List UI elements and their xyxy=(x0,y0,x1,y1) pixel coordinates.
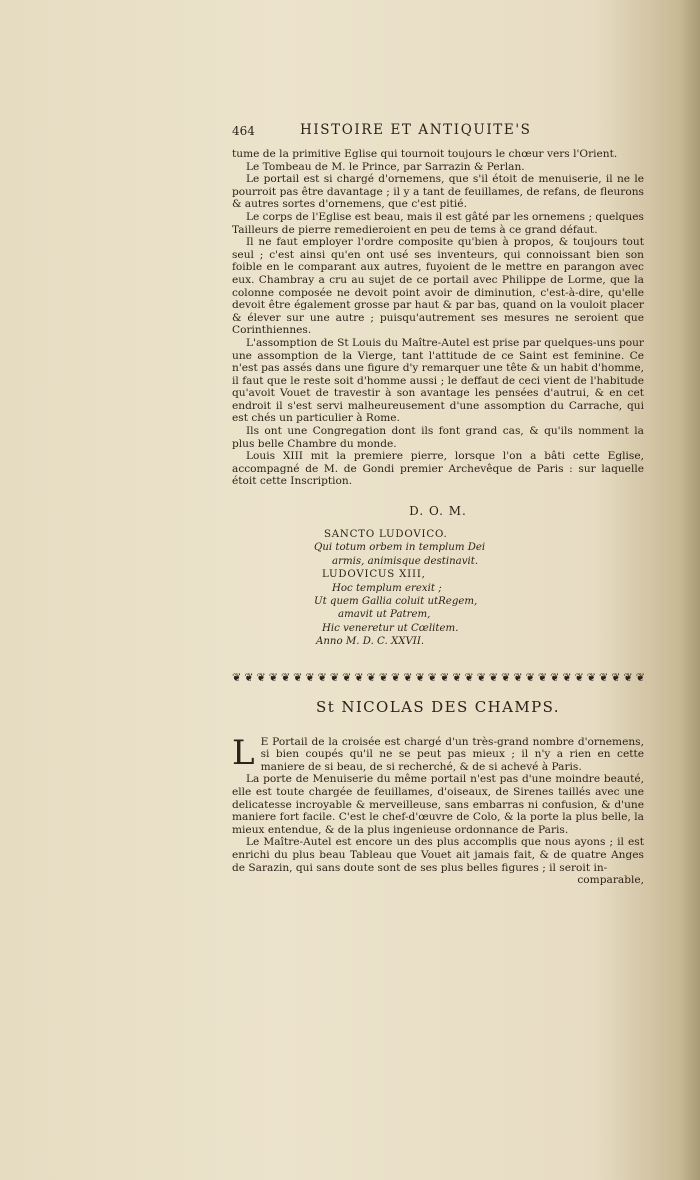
fleuron-ornament: ❦ xyxy=(293,670,302,684)
fleuron-ornament: ❦ xyxy=(403,670,412,684)
inscription-line: armis, animisque destinavit. xyxy=(332,555,479,567)
book-page xyxy=(232,120,644,887)
inscription xyxy=(314,528,644,649)
fleuron-ornament: ❦ xyxy=(342,670,351,684)
paragraph: tume de la primitive Eglise qui tournoit toujours le chœur vers l'Orient. xyxy=(232,148,618,160)
paragraph: E Portail de la croisée est chargé d'un très-grand nombre d'ornemens, si bien coupés qu'il ne se peut pas mieux ; il n'y a rien en cette maniere de si beau, de si recherché, & de si achevé à Paris. xyxy=(260,735,644,773)
fleuron-ornament: ❦ xyxy=(464,670,473,684)
section-body xyxy=(232,732,644,887)
section-title: St NICOLAS DES CHAMPS. xyxy=(316,697,560,716)
paragraph: L'assomption de St Louis du Maître-Autel est prise par quelques-uns pour une assomption de la Vierge, tant l'attitude de ce Saint est feminine. Ce n'est pas assés dans une figure d'y remarquer une tête & un habit d'homme, il faut que le reste soit d'homme aussi ; le deffaut de ceci vient de l'habitude qu'avoit Vouet de travestir à son avantage les pensées d'autrui, & en cet endroit il s'est servi malheureusement d'une assomption du Carrache, qui est chés un particulier à Rome. xyxy=(232,336,644,425)
paragraph: Louis XIII mit la premiere pierre, lorsque l'on a bâti cette Eglise, accompagné de M. de Gondi premier Archevêque de Paris : sur laquelle étoit cette Inscription. xyxy=(232,450,644,488)
fleuron-ornament: ❦ xyxy=(427,670,436,684)
fleuron-ornament: ❦ xyxy=(329,670,339,684)
fleuron-ornament: ❦ xyxy=(452,670,461,684)
paragraph: Le Tombeau de M. le Prince, par Sarrazin & Perlan. xyxy=(246,160,525,173)
fleuron-ornament: ❦ xyxy=(280,670,290,684)
fleuron-ornament: ❦ xyxy=(268,670,277,684)
fleuron-ornament: ❦ xyxy=(599,670,608,684)
body-text xyxy=(232,148,644,488)
fleuron-ornament: ❦ xyxy=(256,670,265,684)
fleuron-ornament: ❦ xyxy=(501,670,510,684)
fleuron-ornament: ❦ xyxy=(623,670,632,684)
paragraph: Le corps de l'Eglise est beau, mais il est gâté par les ornemens ; quelques Tailleurs de pierre remedieroient en peu de tems à ce grand défaut. xyxy=(232,210,644,236)
fleuron-ornament: ❦ xyxy=(635,670,644,684)
fleuron-ornament: ❦ xyxy=(378,670,388,684)
paragraph: Ils ont une Congregation dont ils font grand cas, & qu'ils nomment la plus belle Chambre du monde. xyxy=(232,425,644,450)
fleuron-ornament: ❦ xyxy=(586,670,596,684)
inscription-line: LUDOVICUS XIII, xyxy=(322,569,426,581)
catchword: comparable, xyxy=(577,874,644,887)
inscription-line: Hic veneretur ut Cœlitem. xyxy=(322,622,459,634)
fleuron-ornament: ❦ xyxy=(439,670,449,684)
running-head xyxy=(232,120,644,142)
paragraph: Le Maître-Autel est encore un des plus accomplis que nous ayons ; il est enrichi du plus beau Tableau que Vouet ait jamais fait, & de quatre Anges de Sarazin, qui sans doute sont de ses plus belles figures ; il seroit in- xyxy=(232,836,644,874)
paragraph: Il ne faut employer l'ordre composite qu'bien à propos, & toujours tout seul ; c'est ainsi qu'en ont usé ses inventeurs, qui connoissant bien son foible en le comparant aux autres, fuyoient de le mettre en parangon avec eux. Chambray a cru au sujet de ce portail avec Philippe de Lorme, que la colonne composée ne devoit point avoir de diminution, c'est-à-dire, qu'elle devoit être également grosse par haut & par bas, quand on la vouloit placer & élever sur une autre ; puisqu'autrement ses mesures ne seroient que Corinthiennes. xyxy=(232,236,644,337)
inscription-line: SANCTO LUDOVICO. xyxy=(324,529,448,541)
paragraph: Le portail est si chargé d'ornemens, que s'il étoit de menuiserie, il ne le pourroit pas être davantage ; il y a tant de feuillames, de refans, de fleurons & autres sortes d'ornemens, que c'est pitié. xyxy=(232,173,644,211)
paragraph: La porte de Menuiserie du même portail n'est pas d'une moindre beauté, elle est toute chargée de feuillames, d'oiseaux, de Sirenes taillés avec une delicatesse incroyable & merveilleuse, sans embarras ni confusion, & d'une maniere fort facile. C'est le chef-d'œuvre de Colo, & la porte la plus belle, la mieux entendue, & de la plus ingenieuse ordonnance de Paris. xyxy=(232,773,644,836)
fleuron-ornament: ❦ xyxy=(366,670,375,684)
drop-cap: L xyxy=(232,732,255,773)
fleuron-ornament: ❦ xyxy=(611,670,620,684)
fleuron-ornament: ❦ xyxy=(415,670,424,684)
inscription-line: Hoc templum erexit ; xyxy=(332,582,442,594)
inscription-line: Qui totum orbem in templum Dei xyxy=(314,542,486,554)
page-number: 464 xyxy=(232,124,255,138)
fleuron-ornament: ❦ xyxy=(562,670,571,684)
fleuron-ornament: ❦ xyxy=(550,670,559,684)
fleuron-ornament: ❦ xyxy=(354,670,363,684)
fleuron-ornament: ❦ xyxy=(232,670,241,684)
fleuron-ornament: ❦ xyxy=(476,670,485,684)
running-title: HISTOIRE ET ANTIQUITE'S xyxy=(300,122,532,138)
fleuron-ornament: ❦ xyxy=(317,670,326,684)
inscription-heading: D. O. M. xyxy=(409,504,467,519)
fleuron-ornament: ❦ xyxy=(244,670,253,684)
fleuron-ornament: ❦ xyxy=(537,670,547,684)
inscription-line: Ut quem Gallia coluit utRegem, xyxy=(314,596,478,608)
ornamental-border xyxy=(232,671,644,684)
fleuron-ornament: ❦ xyxy=(525,670,534,684)
fleuron-ornament: ❦ xyxy=(391,670,400,684)
fleuron-ornament: ❦ xyxy=(574,670,583,684)
fleuron-ornament: ❦ xyxy=(513,670,522,684)
inscription-line: amavit ut Patrem, xyxy=(338,609,431,621)
inscription-line: Anno M. D. C. XXVII. xyxy=(316,636,425,648)
fleuron-ornament: ❦ xyxy=(488,670,498,684)
fleuron-ornament: ❦ xyxy=(305,670,314,684)
